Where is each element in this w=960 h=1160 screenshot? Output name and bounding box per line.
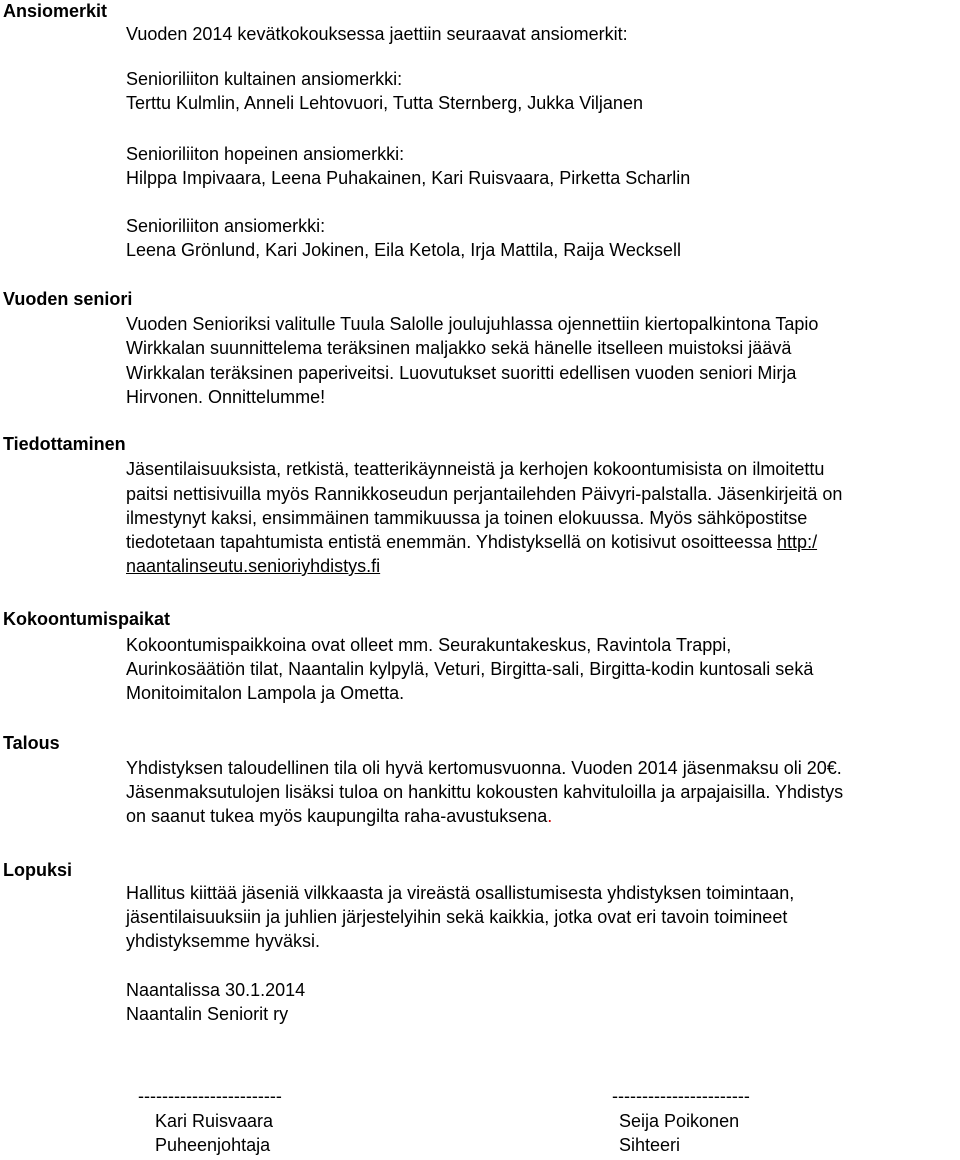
senior-text-line: Wirkkalan suunnittelema teräksinen maljakko sekä hänelle itselleen muistoksi jäävä xyxy=(126,338,792,358)
info-text-line: paitsi nettisivuilla myös Rannikkoseudun perjantailehden Päivyri-palstalla. Jäsenkirjeitä on xyxy=(126,484,843,504)
section-heading-ansiomerkit: Ansiomerkit xyxy=(3,1,108,21)
basic-badge-names: Leena Grönlund, Kari Jokinen, Eila Ketola, Irja Mattila, Raija Wecksell xyxy=(126,240,681,260)
website-link-part1[interactable]: http:/ xyxy=(777,532,818,552)
section-heading-talous: Talous xyxy=(3,733,60,753)
finance-text-segment: on saanut tukea myös kaupungilta raha-avustuksena xyxy=(126,806,548,826)
signatory-name-left: Kari Ruisvaara xyxy=(155,1111,274,1131)
gold-badge-title: Senioriliiton kultainen ansiomerkki: xyxy=(126,69,403,89)
signature-line-right: ----------------------- xyxy=(612,1086,750,1106)
venues-text-line: Monitoimitalon Lampola ja Ometta. xyxy=(126,683,405,703)
section-heading-kokoontumispaikat: Kokoontumispaikat xyxy=(3,609,171,629)
signatory-role-left: Puheenjohtaja xyxy=(155,1135,271,1155)
silver-badge-title: Senioriliiton hopeinen ansiomerkki: xyxy=(126,144,405,164)
senior-text-line: Vuoden Senioriksi valitulle Tuula Salolle joulujuhlassa ojennettiin kiertopalkintona Tapio xyxy=(126,314,819,334)
finance-text-line: Yhdistyksen taloudellinen tila oli hyvä kertomusvuonna. Vuoden 2014 jäsenmaksu oli 20€. xyxy=(126,758,842,778)
info-text-line: ilmestynyt kaksi, ensimmäinen tammikuussa ja toinen elokuussa. Myös sähköpostitse xyxy=(126,508,808,528)
senior-text-line: Wirkkalan teräksinen paperiveitsi. Luovutukset suoritti edellisen vuoden seniori Mirja xyxy=(126,363,797,383)
closing-text-line: yhdistyksemme hyväksi. xyxy=(126,931,321,951)
closing-text-line: jäsentilaisuuksiin ja juhlien järjestelyihin sekä kaikkia, jotka ovat eri tavoin toimineet xyxy=(126,907,788,927)
finance-text-line: Jäsenmaksutulojen lisäksi tuloa on hankittu kokousten kahvituloilla ja arpajaisilla. Yhdistys xyxy=(126,782,844,802)
info-text-line-with-link xyxy=(126,530,817,554)
section-heading-tiedottaminen: Tiedottaminen xyxy=(3,434,126,454)
closing-text-line: Hallitus kiittää jäseniä vilkkaasta ja vireästä osallistumisesta yhdistyksen toimintaan, xyxy=(126,883,795,903)
venues-text-line: Kokoontumispaikkoina ovat olleet mm. Seurakuntakeskus, Ravintola Trappi, xyxy=(126,635,732,655)
basic-badge-title: Senioriliiton ansiomerkki: xyxy=(126,216,326,236)
website-link-part2[interactable]: naantalinseutu.senioriyhdistys.fi xyxy=(126,556,381,576)
finance-text-line-last xyxy=(126,804,552,828)
gold-badge-names: Terttu Kulmlin, Anneli Lehtovuori, Tutta Sternberg, Jukka Viljanen xyxy=(126,93,643,113)
info-text-segment: tiedotetaan tapahtumista entistä enemmän. Yhdistyksellä on kotisivut osoitteessa xyxy=(126,532,778,552)
organization-name: Naantalin Seniorit ry xyxy=(126,1004,289,1024)
signature-line-left: ------------------------ xyxy=(138,1086,282,1106)
info-text-line: Jäsentilaisuuksista, retkistä, teatterikäynneistä ja kerhojen kokoontumisista on ilmoitettu xyxy=(126,459,825,479)
finance-final-period: . xyxy=(547,806,553,826)
info-link-line xyxy=(126,554,380,578)
section-heading-vuoden-seniori: Vuoden seniori xyxy=(3,289,133,309)
section-heading-lopuksi: Lopuksi xyxy=(3,860,73,880)
place-date: Naantalissa 30.1.2014 xyxy=(126,980,306,1000)
signatory-name-right: Seija Poikonen xyxy=(619,1111,740,1131)
ansiomerkit-intro: Vuoden 2014 kevätkokouksessa jaettiin seuraavat ansiomerkit: xyxy=(126,24,628,44)
senior-text-line: Hirvonen. Onnittelumme! xyxy=(126,387,326,407)
silver-badge-names: Hilppa Impivaara, Leena Puhakainen, Kari Ruisvaara, Pirketta Scharlin xyxy=(126,168,691,188)
venues-text-line: Aurinkosäätiön tilat, Naantalin kylpylä, Veturi, Birgitta-sali, Birgitta-kodin kuntosali sekä xyxy=(126,659,814,679)
signatory-role-right: Sihteeri xyxy=(619,1135,681,1155)
